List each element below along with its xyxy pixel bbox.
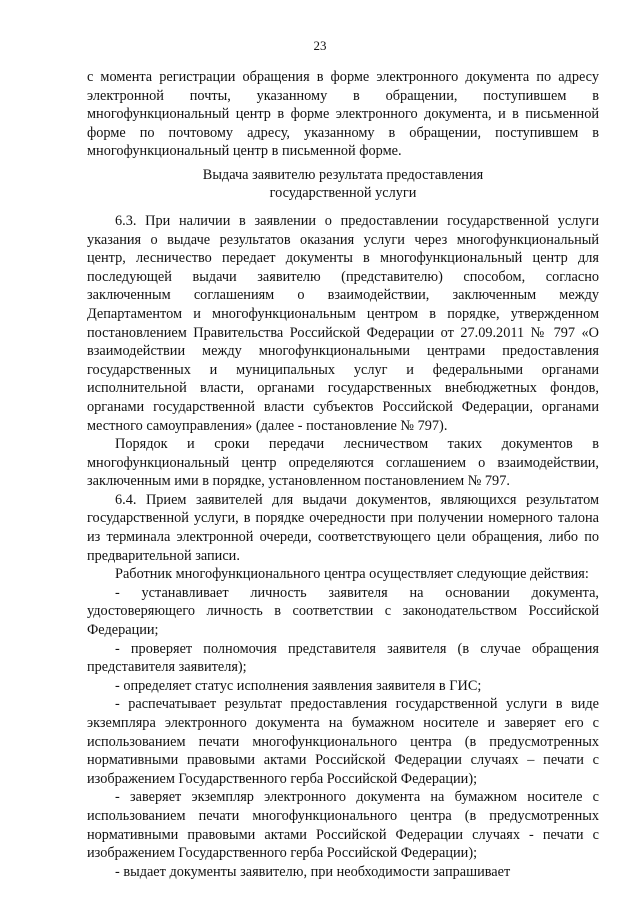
document-body [87, 68, 599, 881]
paragraph-worker-actions: Работник многофункционального центра осуществляет следующие действия: [115, 566, 589, 583]
page-number: 23 [313, 38, 327, 53]
section-heading-line-2: государственной услуги [269, 184, 417, 201]
paragraph-6-4: 6.4. Прием заявителей для выдачи документов, являющихся результатом государственной услуги, в порядке очередности при получении номерного талона из терминала электронной очереди, соответствующего цели обращения, либо по предварительной записи. [87, 491, 599, 564]
paragraph-6-3: 6.3. При наличии в заявлении о предоставлении государственной услуги указания о выдаче результатов оказания услуги через многофункциональный центр, лесничество передает документы в многофункциональный центр для последующей выдачи заявителю (представителю) способом, согласно заключенным соглашениям о взаимодействии, заключенным между Департаментом и многофункциональным центром в порядке, утвержденном постановлением Правительства Российской Федерации от 27.09.2011 № 797 «О взаимодействии между многофункциональными центрами предоставления государственных и муниципальных услуг и федеральными органами исполнительной власти, органами государственных внебюджетных фондов, органами государственной власти субъектов Российской Федерации, органами местного самоуправления» (далее - постановление № 797). [87, 212, 599, 434]
section-heading-line-1: Выдача заявителю результата предоставления [202, 166, 484, 183]
list-item-certify: - заверяет экземпляр электронного документа на бумажном носителе с использованием печати многофункционального центра (в предусмотренных нормативными правовыми актами Российской Федерации случаях - печати с изображением Государственного герба Российской Федерации); [87, 789, 599, 862]
list-item-authority: - проверяет полномочия представителя заявителя (в случае обращения представителя заявителя); [87, 640, 599, 676]
list-item-print: - распечатывает результат предоставления государственной услуги в виде экземпляра электронного документа на бумажном носителе и заверяет его с использованием печати многофункционального центра (в предусмотренных нормативными правовыми актами Российской Федерации случаях – печати с изображением Государственного герба Российской Федерации); [87, 696, 599, 787]
section-heading [87, 166, 599, 202]
list-item-status: - определяет статус исполнения заявления заявителя в ГИС; [115, 677, 482, 694]
list-item-identity: - устанавливает личность заявителя на основании документа, удостоверяющего личность в соответствии с законодательством Российской Федерации; [87, 584, 599, 639]
paragraph-continuation: с момента регистрации обращения в форме электронного документа по адресу электронной почты, указанному в обращении, поступившем в многофункциональный центр в форме электронного документа, и в письменной форме по почтовому адресу, указанному в обращении, поступившем в многофункциональный центр в письменной форме. [87, 69, 599, 160]
list-item-issue: - выдает документы заявителю, при необходимости запрашивает [115, 863, 511, 880]
paragraph-transfer-order: Порядок и сроки передачи лесничеством таких документов в многофункциональный центр определяются соглашением о взаимодействии, заключенным ими в порядке, установленном постановлением № 797. [87, 436, 599, 490]
